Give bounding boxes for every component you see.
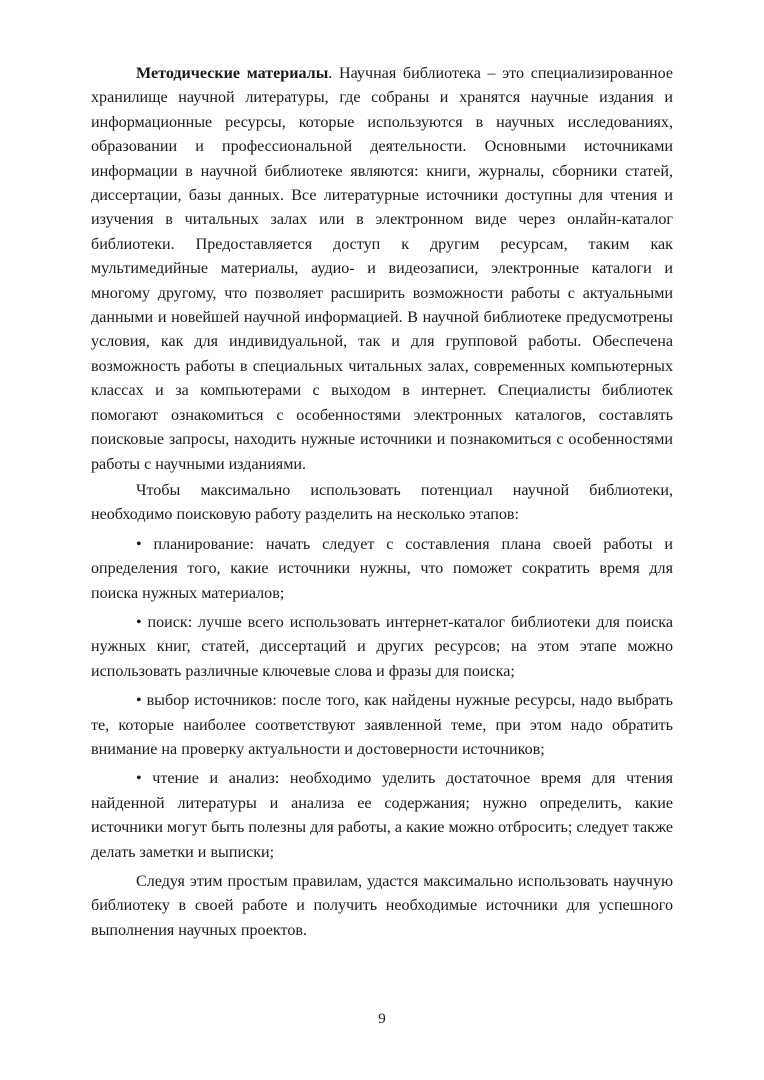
list-item-source-selection: • выбор источников: после того, как найдены нужные ресурсы, надо выбрать те, которые наиболее соответствуют заявленной теме, при этом надо обратить внимание на проверку актуальности и достоверности источников; <box>91 692 673 758</box>
stages-intro-paragraph: Чтобы максимально использовать потенциал научной библиотеки, необходимо поисковую работу разделить на несколько этапов: <box>91 481 673 524</box>
intro-text: . Научная библиотека – это специализированное хранилище научной литературы, где собраны и хранятся научные издания и информационные ресурсы, которые используются в научных исследованиях, образовании и профессиональной деятельности. Основными источниками информации в научной библиотеке являются: книги, журналы, сборники статей, диссертации, базы данных. Все литературные источники доступны для чтения и изучения в читальных залах или в электронном виде через онлайн-каталог библиотеки. Предоставляется доступ к другим ресурсам, таким как мультимедийные материалы, аудио- и видеозаписи, электронные каталоги и многому другому, что позволяет расширить возможности работы с актуальными данными и новейшей научной информацией. В научной библиотеке предусмотрены условия, как для индивидуальной, так и для групповой работы. Обеспечена возможность работы в специальных читальных залах, современных компьютерных классах и за компьютерами с выходом в интернет. Специалисты библиотек помогают ознакомиться с особенностями электронных каталогов, составлять поисковые запросы, находить нужные источники и познакомиться с особенностями работы с научными изданиями. <box>91 65 673 473</box>
section-heading: Методические материалы <box>136 65 329 82</box>
conclusion-paragraph: Следуя этим простым правилам, удастся максимально использовать научную библиотеку в своей работе и получить необходимые источники для успешного выполнения научных проектов. <box>91 873 673 939</box>
page-body <box>91 62 673 943</box>
list-item-reading-analysis: • чтение и анализ: необходимо уделить достаточное время для чтения найденной литературы и анализа ее содержания; нужно определить, какие источники могут быть полезны для работы, а какие можно отбросить; следует также делать заметки и выписки; <box>91 770 673 861</box>
page-number: 9 <box>378 1011 386 1027</box>
intro-paragraph <box>91 62 673 477</box>
list-item-search: • поиск: лучше всего использовать интернет-каталог библиотеки для поиска нужных книг, статей, диссертаций и других ресурсов; на этом этапе можно использовать различные ключевые слова и фразы для поиска; <box>91 613 673 680</box>
list-item-planning: • планирование: начать следует с составления плана своей работы и определения того, какие источники нужны, что поможет сократить время для поиска нужных материалов; <box>91 535 673 602</box>
